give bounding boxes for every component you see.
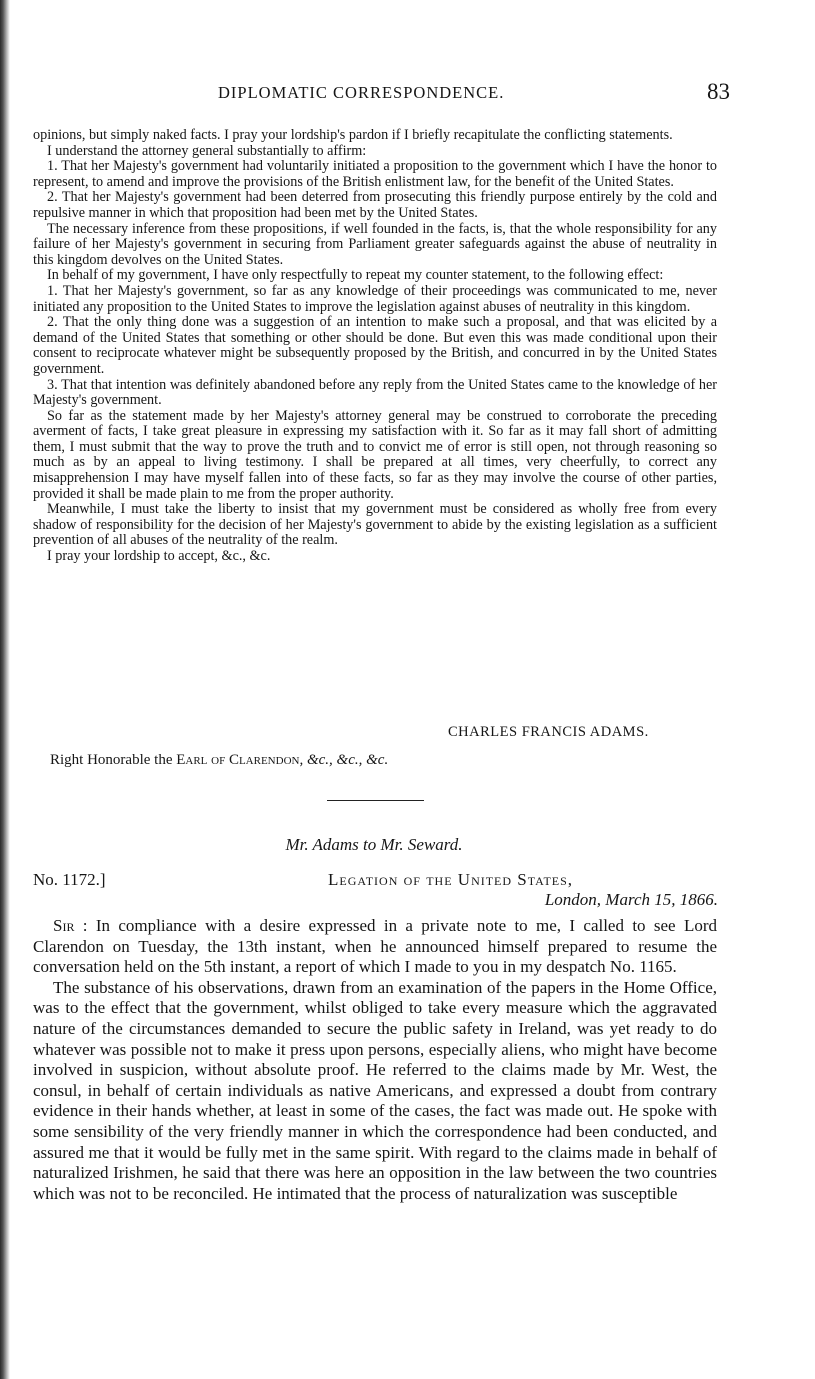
paragraph: So far as the statement made by her Majesty's attorney general may be construed to corroborate the preceding averment of facts, I take great pleasure in expressing my satisfaction with it. So far as it may fall short of admitting them, I must submit that the way to prove the truth and to convict me of error is still open, not through reasoning so much as by an appeal to living testimony. I shall be prepared at all times, very cheerfully, to correct any misapprehension I may have myself fallen into of these facts, so far as they may involve the course of other parties, provided it shall be made plain to me from the proper authority. xyxy=(33,407,717,502)
binding-edge xyxy=(0,0,10,1379)
paragraph: 2. That the only thing done was a suggestion of an intention to make such a proposal, and that was elicited by a demand of the United States that something or other should be done. But even this was made conditional upon their consent to reciprocate whatever might be subsequently proposed by the British, and concurred in by the United States government. xyxy=(33,314,717,377)
page-header xyxy=(33,79,730,109)
letter-heading: Mr. Adams to Mr. Seward. xyxy=(285,835,463,854)
page-number: 83 xyxy=(707,79,730,104)
addressee-name: Earl of Clarendon xyxy=(176,752,300,768)
dateline: London, March 15, 1866. xyxy=(544,890,718,909)
dispatch-number: No. 1172.] xyxy=(33,870,106,889)
addressee-suffix: , &c., &c., &c. xyxy=(299,752,389,768)
letter-body xyxy=(33,916,717,1204)
addressee-prefix: Right Honorable the xyxy=(50,752,177,768)
paragraph: 2. That her Majesty's government had been deterred from prosecuting this friendly purpose entirely by the cold and repulsive manner in which that proposition had been met by the United States. xyxy=(33,189,717,221)
paragraph: In behalf of my government, I have only respectfully to repeat my counter statement, to the following effect: xyxy=(47,267,664,284)
paragraph: The substance of his observations, drawn from an examination of the papers in the Home Office, was to the effect that the government, whilst obliged to take every measure which the aggravated nature of the circumstances demanded to secure the public safety in Ireland, was yet ready to do whatever was possible not to make it press upon persons, especially aliens, who might have become involved in suspicion, without absolute proof. He referred to the claims made by Mr. West, the consul, in behalf of certain individuals as native Americans, and expressed a doubt from contrary evidence in their hands whether, at least in some of the cases, the fact was made out. He spoke with some sensibility of the very friendly manner in which the correspondence had been conducted, and assured me that it would be fully met in the same spirit. With regard to the claims made in behalf of naturalized Irishmen, he said that there was here an opposition in the law between the two countries which was not to be reconciled. He intimated that the process of naturalization was susceptible xyxy=(33,977,717,1203)
paragraph: 3. That that intention was definitely abandoned before any reply from the United States came to the knowledge of her Majesty's government. xyxy=(33,376,717,409)
running-title: DIPLOMATIC CORRESPONDENCE. xyxy=(218,83,505,102)
salutation: Sir : xyxy=(53,916,88,935)
section-divider xyxy=(327,800,424,801)
letter-body-continued xyxy=(33,128,717,565)
paragraph: opinions, but simply naked facts. I pray your lordship's pardon if I briefly recapitulate the conflicting statements. xyxy=(33,127,673,143)
paragraph: I pray your lordship to accept, &c., &c. xyxy=(47,548,271,565)
paragraph: I understand the attorney general substantially to affirm: xyxy=(47,142,367,159)
paragraph: 1. That her Majesty's government had voluntarily initiated a proposition to the government which I have the honor to represent, to amend and improve the provisions of the British enlistment law, for the benefit of the United States. xyxy=(33,158,717,190)
paragraph: 1. That her Majesty's government, so far as any knowledge of their proceedings was communicated to me, never initiated any proposition to the United States to improve the legislation against abuses of neutrality in this kingdom. xyxy=(33,282,717,315)
paragraph xyxy=(33,916,717,978)
signature: CHARLES FRANCIS ADAMS. xyxy=(448,724,649,740)
paragraph: The necessary inference from these propositions, if well founded in the facts, is, that the whole responsibility for any failure of her Majesty's government in securing from Parliament greater safeguards against the abuse of neutrality in this kingdom devolves on the United States. xyxy=(33,220,717,268)
paragraph: Meanwhile, I must take the liberty to insist that my government must be considered as wholly free from every shadow of responsibility for the decision of her Majesty's government to abide by the existing legislation as a sufficient prevention of all abuses of the neutrality of the realm. xyxy=(33,501,717,549)
legation-header: Legation of the United States, xyxy=(328,870,574,889)
paragraph-text: In compliance with a desire expressed in a private note to me, I called to see Lord Clarendon on Tuesday, the 13th instant, when he announced himself prepared to resume the conversation held on the 5th instant, a report of which I made to you in my despatch No. 1165. xyxy=(33,916,717,977)
addressee xyxy=(50,752,388,769)
